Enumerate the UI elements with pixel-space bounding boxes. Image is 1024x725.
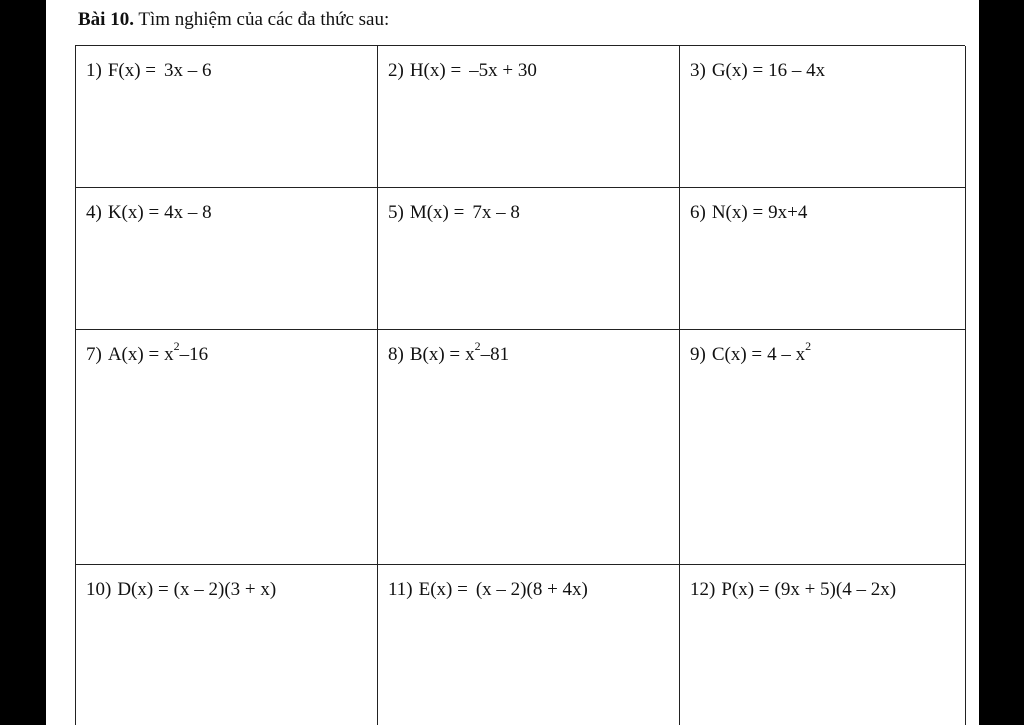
polynomial-expression: 7x – 8 [472,202,520,223]
document-page [46,0,979,725]
polynomial-expression: 3x – 6 [164,60,212,81]
problem-cell-11 [378,565,680,725]
exercise-title [78,9,389,31]
problem-cell-2 [378,46,680,188]
polynomial-expression: (x – 2)(8 + 4x) [475,579,588,600]
problem-cell-12 [680,565,966,725]
polynomial-name: A(x) = [107,344,160,365]
problem-number: 5) [388,202,404,223]
problem-number: 9) [690,344,706,365]
exercise-number: Bài 10. [78,9,134,30]
problem-cell-10 [76,565,378,725]
problem-cell-7 [76,330,378,565]
polynomial-expression: (9x + 5)(4 – 2x) [774,579,897,600]
problem-number: 1) [86,60,102,81]
exercise-instruction: Tìm nghiệm của các đa thức sau: [133,9,390,30]
polynomial-expression-tail: –81 [480,344,510,365]
polynomial-name: F(x) = [107,60,157,81]
polynomial-expression: (x – 2)(3 + x) [173,579,277,600]
problem-cell-5 [378,188,680,330]
problem-number: 12) [690,579,716,600]
problem-number: 4) [86,202,102,223]
polynomial-name: P(x) = [721,579,770,600]
polynomial-expression-tail: –16 [179,344,209,365]
polynomial-name: E(x) = [418,579,468,600]
polynomial-expression: –5x + 30 [469,60,537,81]
problem-number: 7) [86,344,102,365]
problem-number: 6) [690,202,706,223]
problem-cell-8 [378,330,680,565]
problem-cell-1 [76,46,378,188]
polynomial-name: K(x) = [107,202,160,223]
polynomial-expression: 16 – 4x [768,60,826,81]
problem-cell-9 [680,330,966,565]
polynomial-expression: x [164,344,174,365]
problem-cell-4 [76,188,378,330]
problem-cell-6 [680,188,966,330]
problem-number: 10) [86,579,112,600]
problem-table [75,45,965,725]
problem-number: 11) [388,579,413,600]
polynomial-name: B(x) = [409,344,461,365]
polynomial-expression: 4 – x [767,344,806,365]
problem-number: 2) [388,60,404,81]
problem-cell-3 [680,46,966,188]
polynomial-name: H(x) = [409,60,462,81]
polynomial-name: D(x) = [117,579,169,600]
problem-number: 3) [690,60,706,81]
polynomial-expression: 4x – 8 [164,202,212,223]
polynomial-expression: x [465,344,475,365]
polynomial-name: G(x) = [711,60,764,81]
exponent: 2 [173,338,180,353]
polynomial-name: M(x) = [409,202,465,223]
polynomial-expression: 9x+4 [768,202,808,223]
polynomial-name: C(x) = [711,344,763,365]
problem-number: 8) [388,344,404,365]
polynomial-name: N(x) = [711,202,764,223]
exponent: 2 [805,338,812,353]
exponent: 2 [474,338,481,353]
